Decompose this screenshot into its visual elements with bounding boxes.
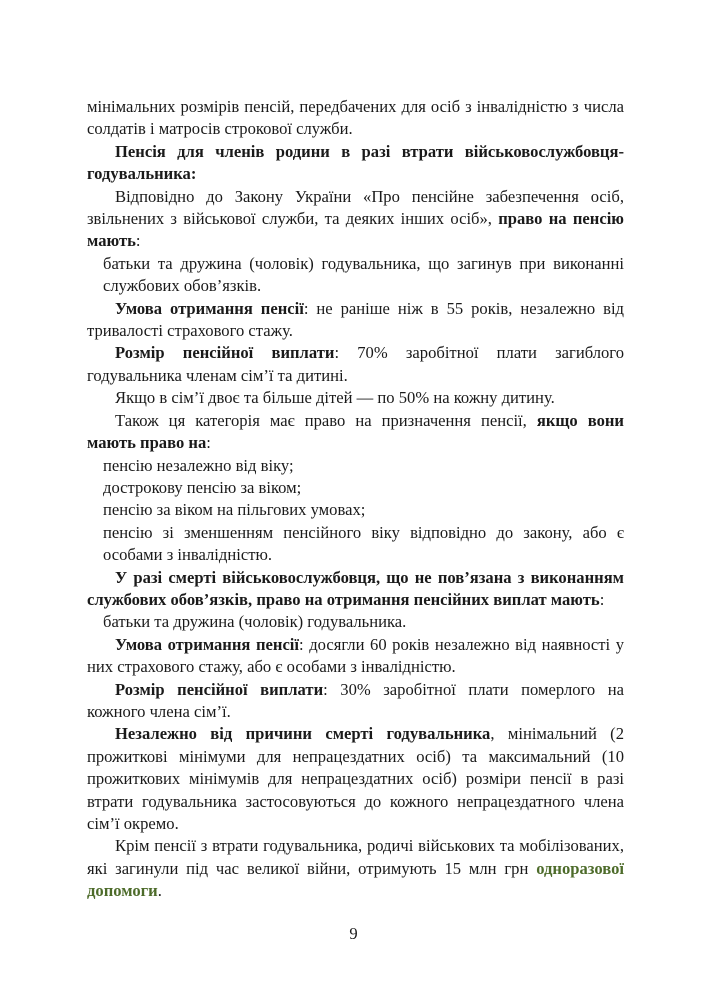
amount-1-label: Розмір пенсійної виплати bbox=[115, 343, 335, 363]
list-item: пенсію за віком на пільгових умовах; bbox=[103, 500, 366, 520]
amount-1-text: : 70% заробітної плати загиблого годувальника членам сім’ї та дитині. bbox=[87, 343, 624, 385]
paragraph-law-text: Відповідно до Закону України «Про пенсійне забезпечення осіб, звільнених з військової служби, та деяких інших осіб», bbox=[87, 186, 624, 229]
paragraph-condition-2 bbox=[87, 634, 624, 679]
page-number: 9 bbox=[349, 924, 358, 943]
amount-2-text: : 30% заробітної плати померлого на кожного члена сім’ї. bbox=[87, 679, 625, 721]
amount-2-label: Розмір пенсійної виплати bbox=[115, 679, 324, 699]
min-max-bold: Незалежно від причини смерті годувальника bbox=[115, 724, 491, 744]
non-service-death-bold: У разі смерті військовослужбовця, що не пов’язана з виконанням службових обов’язків, право на отримання пенсійних виплат мають bbox=[87, 567, 624, 609]
paragraph-non-service-death bbox=[87, 567, 624, 612]
paragraph-continuation: мінімальних розмірів пенсій, передбачених для осіб з інвалідністю з числа солдатів і матросів строкової служби. bbox=[87, 97, 624, 139]
condition-1-text: : не раніше ніж в 55 років, незалежно від тривалості страхового стажу. bbox=[87, 298, 624, 341]
condition-2-text: : досягли 60 років незалежно від наявності у них страхового стажу, або є особами з інвалідністю. bbox=[87, 634, 624, 677]
paragraph-beneficiaries-2: батьки та дружина (чоловік) годувальника. bbox=[103, 612, 407, 632]
category-rights-bold: якщо вони мають право на bbox=[87, 410, 624, 453]
category-rights-text: Також ця категорія має право на призначення пенсії, bbox=[115, 410, 537, 430]
list-item: пенсію незалежно від віку; bbox=[103, 455, 294, 475]
one-time-aid-link[interactable]: одноразової допомоги bbox=[87, 858, 624, 901]
paragraph-children: Якщо в сім’ї двоє та більше дітей — по 50% на кожну дитину. bbox=[115, 388, 555, 408]
section-heading-text: Пенсія для членів родини в разі втрати військовослужбовця-годувальника: bbox=[87, 141, 624, 184]
paragraph-law-bold: право на пенсію мають bbox=[87, 209, 624, 251]
paragraph-law bbox=[87, 186, 624, 253]
one-time-aid-end: . bbox=[157, 881, 162, 901]
paragraph-one-time-aid bbox=[87, 835, 624, 902]
non-service-death-end: : bbox=[599, 589, 605, 609]
paragraph-amount-1 bbox=[87, 342, 624, 387]
condition-1-label: Умова отримання пенсії bbox=[115, 298, 304, 318]
paragraph-condition-1 bbox=[87, 298, 624, 343]
min-max-text: , мінімальний (2 прожиткові мінімуми для непрацездатних осіб) та максимальний (10 прожиткових мінімумів для непрацездатних осіб) розміри пенсії в разі втрати годувальника застосовуються до кожного непрацездатного члена сім’ї окремо. bbox=[87, 724, 624, 833]
one-time-aid-text: Крім пенсії з втрати годувальника, родичі військових та мобілізованих, які загинули під час великої війни, отримують 15 млн грн bbox=[87, 836, 624, 878]
paragraph-amount-2 bbox=[87, 679, 624, 724]
paragraph-beneficiaries: батьки та дружина (чоловік) годувальника, що загинув при виконанні службових обов’язків. bbox=[103, 253, 624, 296]
list-item: пенсію зі зменшенням пенсійного віку відповідно до закону, або є особами з інвалідністю. bbox=[103, 522, 624, 565]
category-rights-end: : bbox=[206, 433, 211, 453]
paragraph-min-max bbox=[87, 723, 624, 835]
paragraph-category-rights bbox=[87, 410, 624, 455]
paragraph-law-end: : bbox=[135, 231, 141, 251]
section-heading bbox=[87, 141, 624, 186]
list-item: дострокову пенсію за віком; bbox=[103, 477, 302, 497]
condition-2-label: Умова отримання пенсії bbox=[115, 634, 300, 654]
page-content bbox=[87, 96, 624, 903]
